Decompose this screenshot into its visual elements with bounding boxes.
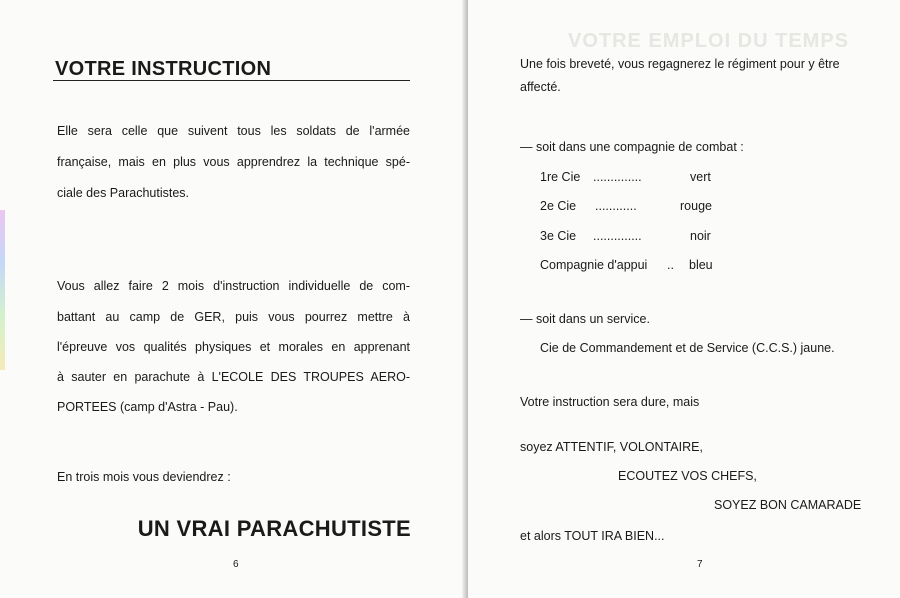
company-name: 1re Cie [540, 170, 581, 184]
conclusion-heading: UN VRAI PARACHUTISTE [137, 516, 411, 541]
paragraph-line: à sauter en parachute à L'ECOLE DES TROUPES AERO- [57, 370, 410, 384]
list-intro: — soit dans une compagnie de combat : [520, 140, 744, 154]
company-name: 3e Cie [540, 229, 577, 243]
paragraph-line: Vous allez faire 2 mois d'instruction individuelle de com- [57, 279, 410, 293]
paragraph-line: battant au camp de GER, puis vous pourrez mettre à [57, 310, 410, 324]
leader-dots: .. [667, 258, 674, 272]
motto-line: soyez ATTENTIF, VOLONTAIRE, [520, 440, 703, 454]
right-page [468, 0, 900, 598]
scan-color-artifact [0, 210, 5, 370]
paragraph-line: affecté. [520, 80, 561, 94]
motto-line: SOYEZ BON CAMARADE [714, 498, 862, 512]
page-heading: VOTRE INSTRUCTION [55, 58, 272, 80]
service-line: Cie de Commandement et de Service (C.C.S.) jaune. [540, 341, 835, 355]
paragraph-line: Votre instruction sera dure, mais [520, 395, 700, 409]
motto-line: et alors TOUT IRA BIEN... [520, 529, 665, 543]
company-color: bleu [689, 258, 713, 272]
paragraph-line: Elle sera celle que suivent tous les soldats de l'armée [57, 124, 410, 138]
paragraph-line: En trois mois vous deviendrez : [57, 470, 231, 484]
bleed-through-text: VOTRE EMPLOI DU TEMPS [568, 30, 850, 52]
paragraph-line: Une fois breveté, vous regagnerez le régiment pour y être [520, 57, 840, 71]
page-number: 7 [697, 559, 703, 570]
motto-line: ECOUTEZ VOS CHEFS, [618, 469, 757, 483]
leader-dots: ............ [595, 199, 637, 213]
company-color: rouge [680, 199, 712, 213]
company-name: 2e Cie [540, 199, 577, 213]
paragraph-line: ciale des Parachutistes. [57, 186, 190, 200]
list-intro: — soit dans un service. [520, 312, 650, 326]
company-color: noir [690, 229, 711, 243]
paragraph-line: l'épreuve vos qualités physiques et morales en apprenant [57, 340, 410, 354]
leader-dots: .............. [593, 170, 642, 184]
paragraph-line: PORTEES (camp d'Astra - Pau). [57, 400, 238, 414]
heading-underline [53, 80, 410, 81]
company-color: vert [690, 170, 711, 184]
page-number: 6 [233, 559, 239, 570]
paragraph-line: française, mais en plus vous apprendrez la technique spé- [57, 155, 410, 169]
leader-dots: .............. [593, 229, 642, 243]
company-name: Compagnie d'appui [540, 258, 648, 272]
